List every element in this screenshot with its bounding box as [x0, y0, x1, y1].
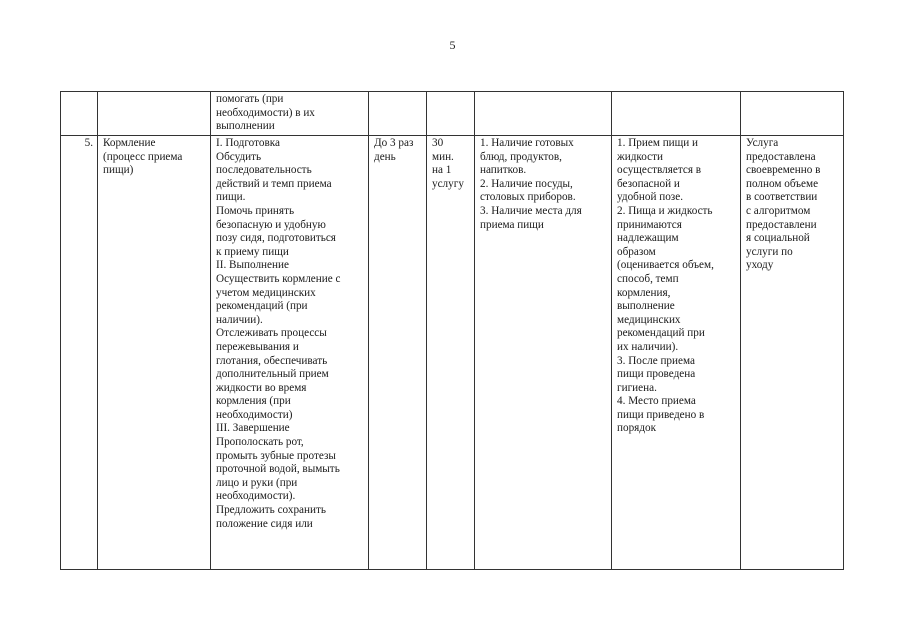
quality-line: кормления,: [617, 286, 671, 299]
quality-line: порядок: [617, 422, 657, 435]
description-line: необходимости): [216, 408, 293, 421]
duration-line: услугу: [432, 177, 464, 190]
conditions-line: напитков.: [480, 164, 527, 177]
duration-line: 30: [432, 137, 444, 149]
cell-frequency: [369, 136, 427, 570]
quality-line: 4. Место приема: [617, 395, 696, 408]
cell-result: [741, 92, 844, 136]
quality-line: медицинских: [617, 313, 681, 326]
description-line: наличии).: [216, 313, 263, 326]
result-line: я социальной: [746, 232, 810, 245]
description-line: последовательность: [216, 164, 312, 177]
conditions-line: 3. Наличие места для: [480, 204, 582, 217]
quality-line: осуществляется в: [617, 164, 702, 177]
description-line: необходимости) в их: [216, 106, 315, 119]
page-number: 5: [449, 38, 456, 52]
table-row-continued: [61, 92, 844, 136]
quality-line: надлежащим: [617, 232, 679, 245]
description-line: I. Подготовка: [216, 137, 280, 149]
quality-line: (оценивается объем,: [617, 259, 714, 272]
quality-line: пищи приведено в: [617, 408, 705, 421]
description-line: III. Завершение: [216, 422, 290, 435]
table-row: [61, 136, 844, 570]
cell-service-name: [98, 136, 211, 570]
result-line: своевременно в: [746, 164, 821, 177]
description-line: позу сидя, подготовиться: [216, 232, 336, 245]
result-line: предоставлени: [746, 218, 817, 231]
result-line: предоставлена: [746, 150, 816, 163]
conditions-line: столовых приборов.: [480, 191, 576, 204]
quality-line: 1. Прием пищи и: [617, 137, 699, 149]
quality-line: 2. Пища и жидкость: [617, 204, 713, 217]
description-line: Осуществить кормление с: [216, 272, 341, 285]
description-line: проточной водой, вымыть: [216, 463, 340, 476]
description-line: жидкости во время: [216, 381, 307, 394]
quality-line: 3. После приема: [617, 354, 695, 367]
description-line: к приему пищи: [216, 245, 289, 258]
conditions-line: приема пищи: [480, 218, 544, 231]
cell-description: [211, 92, 369, 136]
description-line: дополнительный прием: [216, 368, 329, 381]
result-line: Услуга: [746, 137, 779, 149]
description-line: Помочь принять: [216, 204, 295, 217]
description-line: промыть зубные протезы: [216, 449, 336, 462]
service-name-line: пищи): [103, 164, 134, 177]
description-line: Обсудить: [216, 150, 262, 163]
service-name-line: (процесс приема: [103, 150, 183, 163]
result-line: уходу: [746, 259, 774, 272]
cell-duration: [427, 92, 475, 136]
description-line: необходимости).: [216, 490, 296, 503]
description-line: рекомендаций (при: [216, 300, 308, 313]
description-line: Предложить сохранить: [216, 504, 326, 517]
quality-line: выполнение: [617, 300, 675, 313]
cell-frequency: [369, 92, 427, 136]
quality-line: безопасной и: [617, 177, 680, 190]
description-line: глотания, обеспечивать: [216, 354, 328, 367]
description-line: Прополоскать рот,: [216, 436, 304, 449]
cell-quality: [612, 92, 741, 136]
conditions-line: 1. Наличие готовых: [480, 137, 574, 149]
conditions-line: 2. Наличие посуды,: [480, 177, 573, 190]
quality-line: способ, темп: [617, 272, 679, 285]
description-line: Отслеживать процессы: [216, 327, 327, 340]
description-line: помогать (при: [216, 93, 284, 105]
frequency-line: До 3 раз: [374, 137, 414, 149]
duration-line: мин.: [432, 150, 454, 163]
quality-line: жидкости: [617, 150, 663, 163]
description-line: кормления (при: [216, 395, 291, 408]
description-line: лицо и руки (при: [216, 476, 298, 489]
quality-line: их наличии).: [617, 340, 679, 353]
result-line: полном объеме: [746, 177, 819, 190]
quality-line: принимаются: [617, 218, 682, 231]
conditions-line: блюд, продуктов,: [480, 150, 562, 163]
result-line: с алгоритмом: [746, 204, 811, 217]
cell-conditions: [475, 136, 612, 570]
cell-result: [741, 136, 844, 570]
service-name-line: Кормление: [103, 137, 156, 149]
quality-line: рекомендаций при: [617, 327, 705, 340]
result-line: услуги по: [746, 245, 793, 258]
quality-line: пищи проведена: [617, 368, 696, 381]
description-line: действий и темп приема: [216, 177, 332, 190]
cell-quality: [612, 136, 741, 570]
description-line: выполнении: [216, 120, 275, 133]
cell-description: [211, 136, 369, 570]
frequency-line: день: [374, 150, 396, 163]
description-line: II. Выполнение: [216, 259, 289, 272]
duration-line: на 1: [432, 164, 452, 177]
description-line: пищи.: [216, 191, 246, 204]
description-line: безопасную и удобную: [216, 218, 326, 231]
services-table: [60, 91, 844, 570]
description-line: учетом медицинских: [216, 286, 316, 299]
cell-duration: [427, 136, 475, 570]
cell-number: 5.: [61, 136, 98, 570]
description-line: положение сидя или: [216, 517, 313, 530]
cell-service-name: [98, 92, 211, 136]
cell-number: [61, 92, 98, 136]
quality-line: гигиена.: [617, 381, 657, 394]
result-line: в соответствии: [746, 191, 818, 204]
cell-conditions: [475, 92, 612, 136]
quality-line: образом: [617, 245, 656, 258]
description-line: пережевывания и: [216, 340, 299, 353]
quality-line: удобной позе.: [617, 191, 683, 204]
